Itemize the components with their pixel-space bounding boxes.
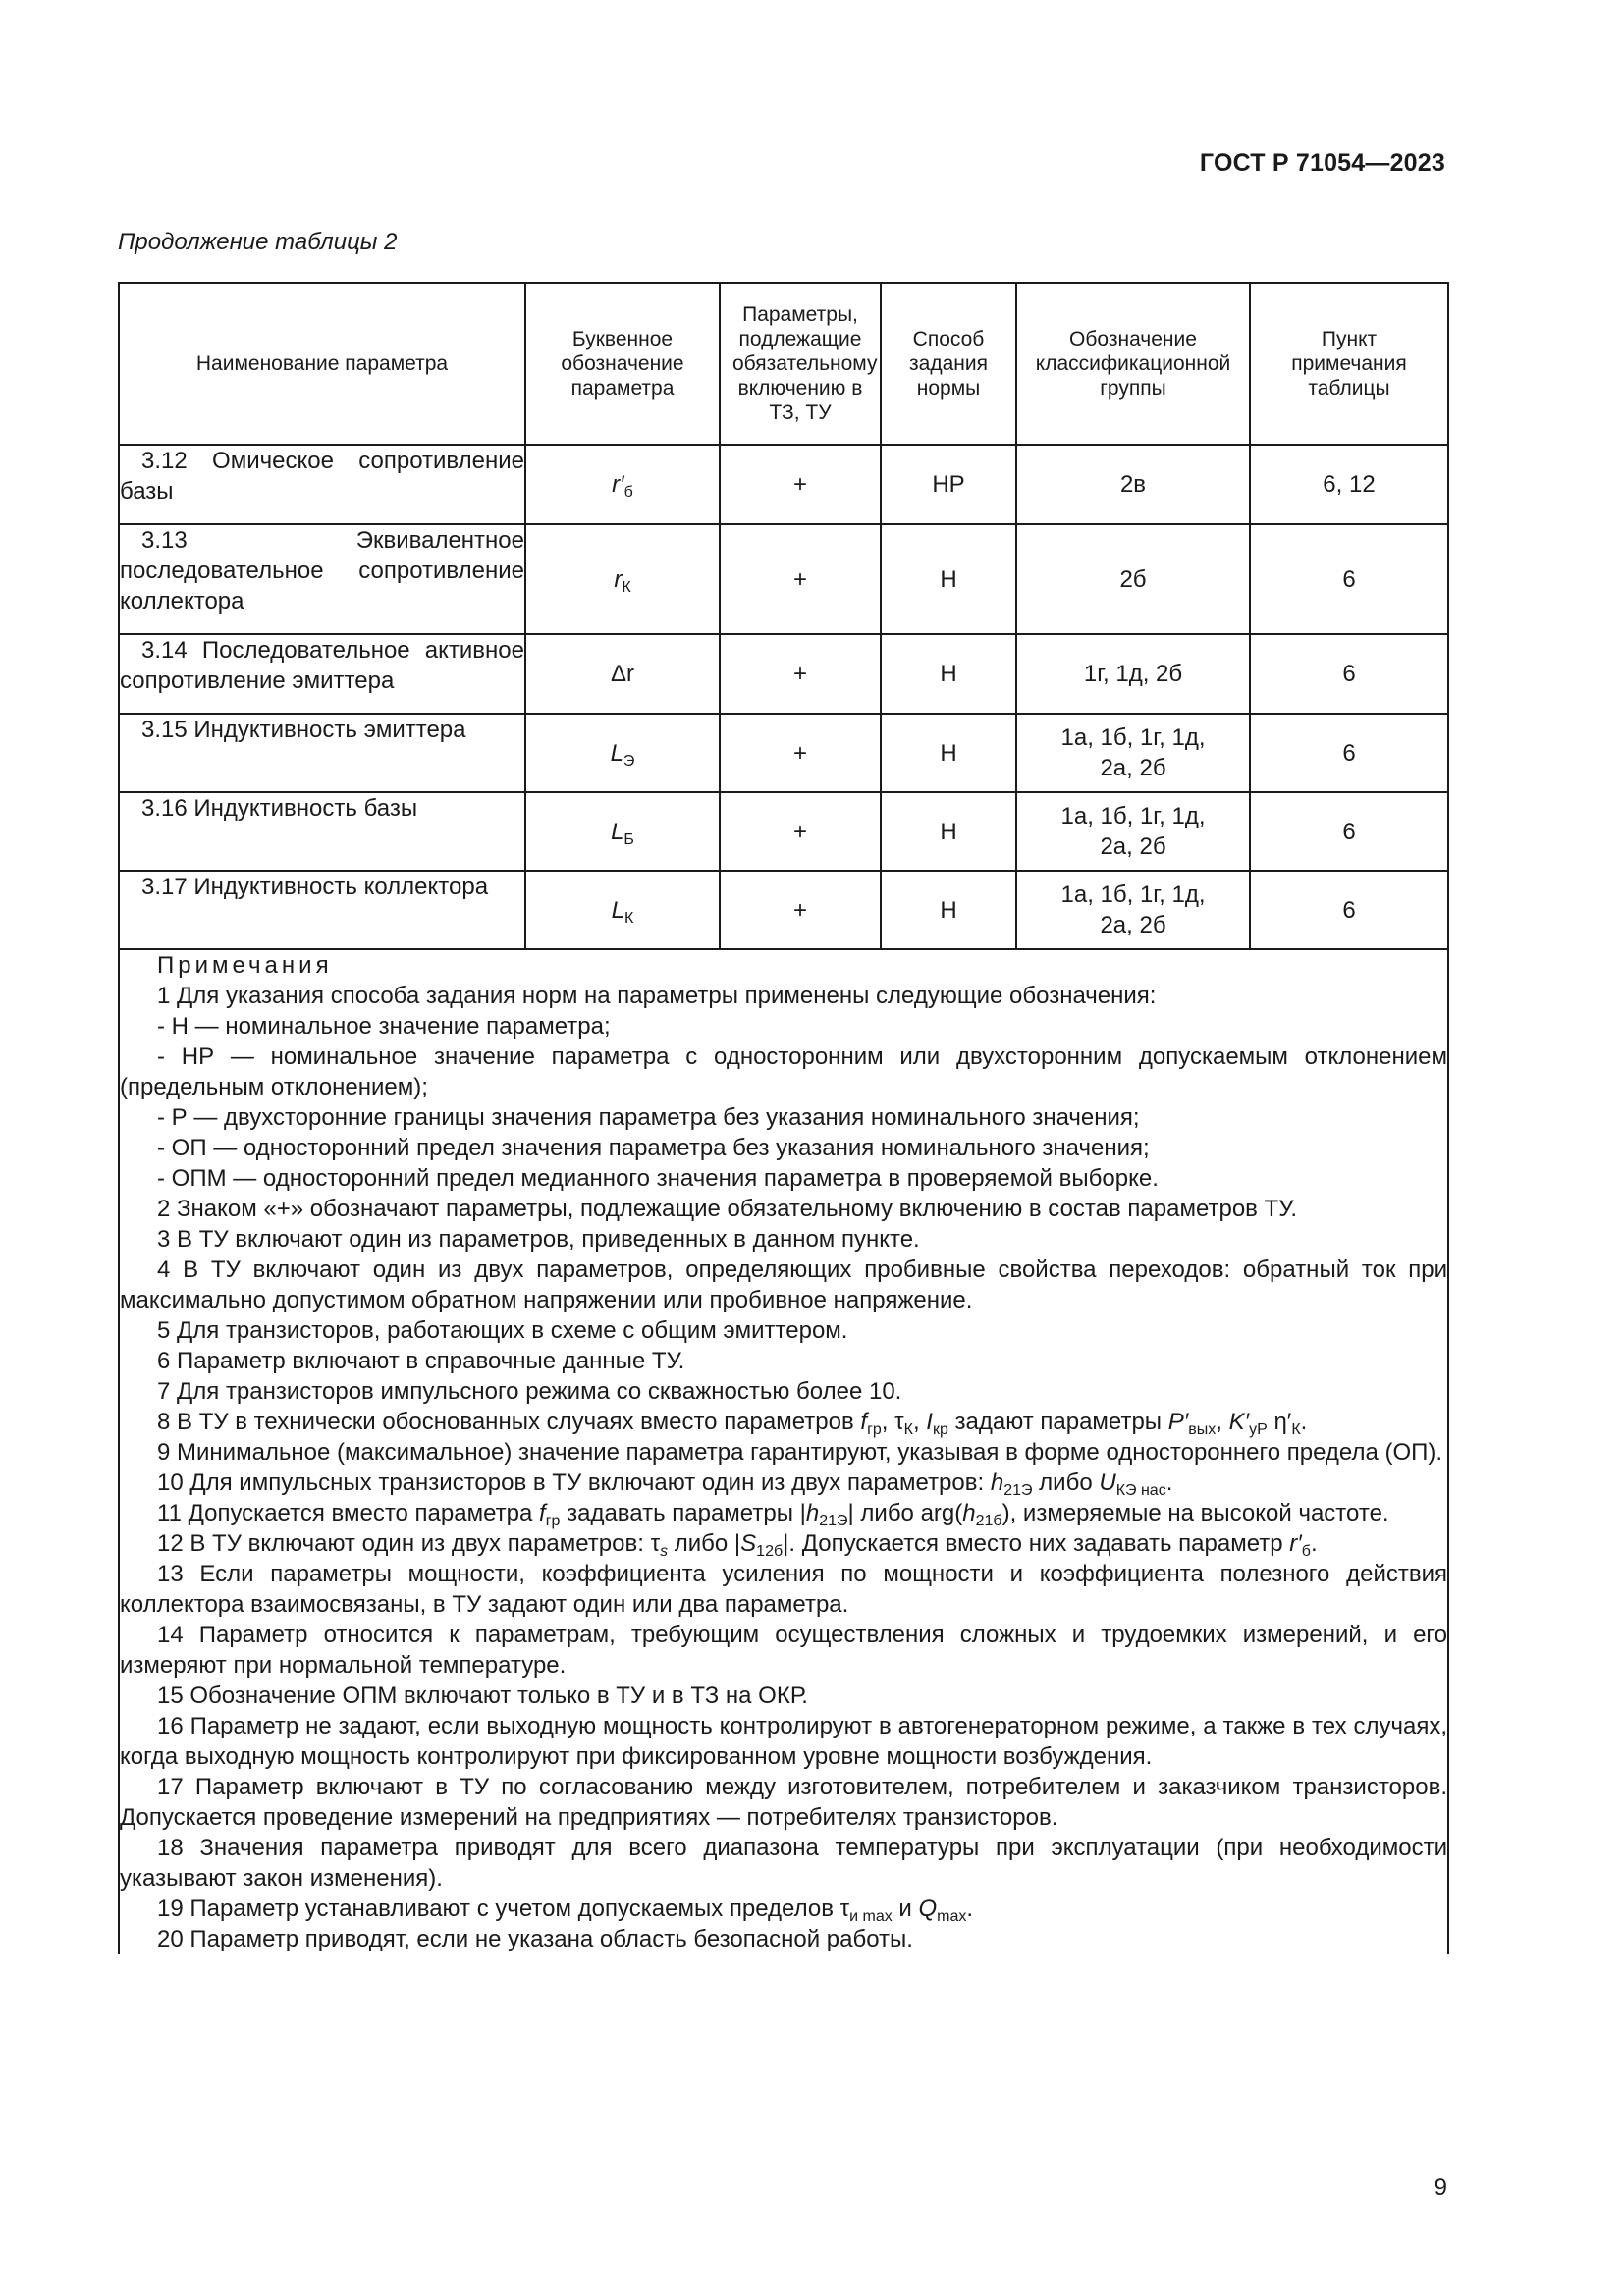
note-6: 6 Параметр включают в справочные данные ТУ. xyxy=(157,1348,685,1374)
required-mark: + xyxy=(720,445,881,524)
param-name: 3.17 Индуктивность коллектора xyxy=(119,871,525,949)
note-1: 1 Для указания способа задания норм на параметры применены следующие обозначения: xyxy=(157,983,1157,1009)
note-7: 7 Для транзисторов импульсного режима со скважностью более 10. xyxy=(157,1378,902,1405)
note-ref: 6 xyxy=(1250,524,1448,634)
note-16: 16 Параметр не задают, если выходную мощность контролируют в автогенераторном режиме, а также в тех случаях, когда выходную мощность контролируют при фиксированном уровне мощности возбуждения. xyxy=(120,1713,1447,1770)
class-group: 1а, 1б, 1г, 1д, 2а, 2б xyxy=(1016,871,1250,949)
note-13: 13 Если параметры мощности, коэффициента усиления по мощности и коэффициента полезного действия коллектора взаимосвязаны, в ТУ задают один или два параметра. xyxy=(120,1561,1447,1618)
note-ref: 6 xyxy=(1250,871,1448,949)
param-symbol: Δr xyxy=(525,634,720,714)
table-header-row xyxy=(119,283,1448,445)
note-1b: - НР — номинальное значение параметра с односторонним или двухсторонним допускаемым отклонением (предельным отклонением); xyxy=(120,1043,1447,1100)
header-note-ref: Пункт примечания таблицы xyxy=(1250,283,1448,445)
header-required: Параметры, подлежащие обязательному включению в ТЗ, ТУ xyxy=(720,283,881,445)
norm-method: Н xyxy=(881,792,1016,871)
note-3: 3 В ТУ включают один из параметров, приведенных в данном пункте. xyxy=(157,1226,920,1253)
note-14: 14 Параметр относится к параметрам, требующим осуществления сложных и трудоемких измерений, и его измеряют при нормальной температуре. xyxy=(120,1622,1447,1679)
table-row xyxy=(119,445,1448,524)
required-mark: + xyxy=(720,634,881,714)
table-row xyxy=(119,524,1448,634)
class-group: 2в xyxy=(1016,445,1250,524)
param-name: 3.15 Индуктивность эмиттера xyxy=(119,714,525,792)
required-mark: + xyxy=(720,524,881,634)
note-4: 4 В ТУ включают один из двух параметров, определяющих пробивные свойства переходов: обратный ток при максимально допустимом обратном напряжении или пробивное напряжение. xyxy=(120,1256,1447,1313)
param-name: 3.12 Омическое сопротивление базы xyxy=(119,445,525,524)
note-9: 9 Минимальное (максимальное) значение параметра гарантируют, указывая в форме одностороннего предела (ОП). xyxy=(157,1439,1443,1466)
table-row xyxy=(119,634,1448,714)
note-1e: - ОПМ — односторонний предел медианного значения параметра в проверяемой выборке. xyxy=(157,1165,1159,1192)
class-group: 1а, 1б, 1г, 1д, 2а, 2б xyxy=(1016,714,1250,792)
note-12: 12 В ТУ включают один из двух параметров: $\tau_s$ либо $|S_{12б}|$. Допускается вместо них задавать параметр $r'_б$. xyxy=(157,1530,1318,1560)
note-8: 8 В ТУ в технически обоснованных случаях вместо параметров $f_{гр}$, $\tau_К$, $I_{кр}$ задают параметры $P'_{вых}$, $K'_{уР}$ $\eta'_К$. xyxy=(157,1409,1308,1438)
header-name: Наименование параметра xyxy=(119,283,525,445)
note-20: 20 Параметр приводят, если не указана область безопасной работы. xyxy=(157,1926,913,1952)
note-10: 10 Для импульсных транзисторов в ТУ включают один из двух параметров: $h_{21Э}$ либо $U_{КЭ нас}$. xyxy=(157,1469,1173,1499)
param-name: 3.13 Эквивалентное последовательное сопротивление коллектора xyxy=(119,524,525,634)
param-symbol: $r_К$ xyxy=(525,524,720,634)
class-group: 1а, 1б, 1г, 1д, 2а, 2б xyxy=(1016,792,1250,871)
param-symbol: $L_Э$ xyxy=(525,714,720,792)
table-row xyxy=(119,792,1448,871)
page-number: 9 xyxy=(1434,2174,1447,2201)
param-symbol: $r'_б$ xyxy=(525,445,720,524)
param-name: 3.14 Последовательное активное сопротивление эмиттера xyxy=(119,634,525,714)
notes-title: Примечания xyxy=(157,952,333,979)
note-ref: 6 xyxy=(1250,714,1448,792)
norm-method: НР xyxy=(881,445,1016,524)
norm-method: Н xyxy=(881,524,1016,634)
table-caption: Продолжение таблицы 2 xyxy=(118,229,398,255)
norm-method: Н xyxy=(881,634,1016,714)
required-mark: + xyxy=(720,792,881,871)
note-19: 19 Параметр устанавливают с учетом допускаемых пределов $\tau_{и max}$ и $Q_{max}$. xyxy=(157,1896,974,1925)
header-group: Обозначение классификационной группы xyxy=(1016,283,1250,445)
required-mark: + xyxy=(720,714,881,792)
note-ref: 6, 12 xyxy=(1250,445,1448,524)
document-designation: ГОСТ Р 71054—2023 xyxy=(1199,149,1445,177)
table-row xyxy=(119,871,1448,949)
param-name: 3.16 Индуктивность базы xyxy=(119,792,525,871)
note-18: 18 Значения параметра приводят для всего диапазона температуры при эксплуатации (при необходимости указывают закон изменения). xyxy=(120,1835,1447,1892)
note-11: 11 Допускается вместо параметра $f_{гр}$ задавать параметры $|h_{21Э}|$ либо $arg(h_{21б})$, измеряемые на высокой частоте. xyxy=(157,1500,1389,1529)
class-group: 1г, 1д, 2б xyxy=(1016,634,1250,714)
header-symbol: Буквенное обозначение параметра xyxy=(525,283,720,445)
norm-method: Н xyxy=(881,714,1016,792)
parameters-table xyxy=(118,282,1449,1954)
param-symbol: $L_Б$ xyxy=(525,792,720,871)
notes-block xyxy=(119,949,1448,1954)
notes-row xyxy=(119,949,1448,1954)
note-15: 15 Обозначение ОПМ включают только в ТУ и в ТЗ на ОКР. xyxy=(157,1682,808,1709)
note-1d: - ОП — односторонний предел значения параметра без указания номинального значения; xyxy=(157,1135,1150,1161)
norm-method: Н xyxy=(881,871,1016,949)
class-group: 2б xyxy=(1016,524,1250,634)
note-17: 17 Параметр включают в ТУ по согласованию между изготовителем, потребителем и заказчиком транзисторов. Допускается проведение измерений на предприятиях — потребителях транзисторов. xyxy=(120,1774,1447,1831)
param-symbol: $L_К$ xyxy=(525,871,720,949)
note-ref: 6 xyxy=(1250,634,1448,714)
note-5: 5 Для транзисторов, работающих в схеме с общим эмиттером. xyxy=(157,1317,848,1344)
header-norm: Способ задания нормы xyxy=(881,283,1016,445)
required-mark: + xyxy=(720,871,881,949)
note-1c: - Р — двухсторонние границы значения параметра без указания номинального значения; xyxy=(157,1104,1140,1131)
note-1a: - Н — номинальное значение параметра; xyxy=(157,1013,611,1040)
table-row xyxy=(119,714,1448,792)
note-ref: 6 xyxy=(1250,792,1448,871)
note-2: 2 Знаком «+» обозначают параметры, подлежащие обязательному включению в состав параметров ТУ. xyxy=(157,1196,1297,1222)
